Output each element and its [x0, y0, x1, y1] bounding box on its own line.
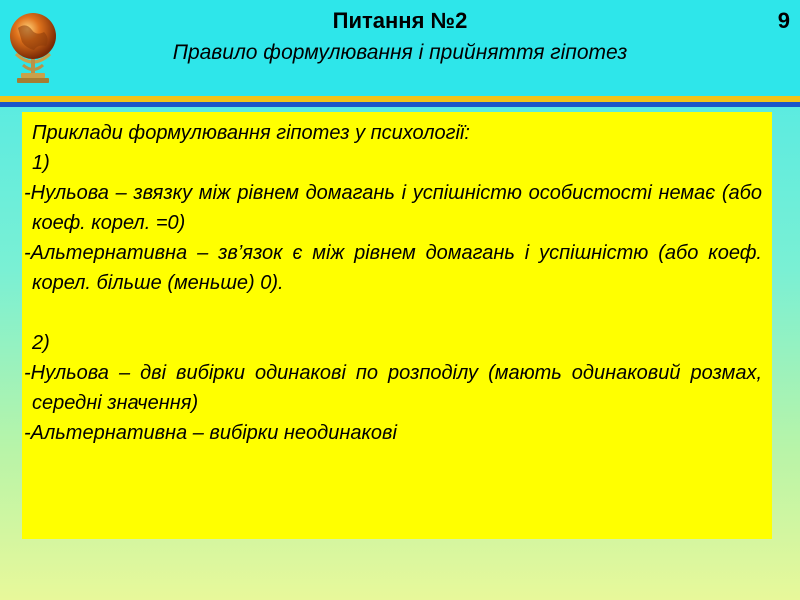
example-1-null-hypothesis: -Нульова – звязку між рівнем домагань і успішністю особистості немає (або коеф. корел. =0) — [24, 182, 762, 234]
example-2-alt-hypothesis: -Альтернативна – вибірки неодинакові — [24, 422, 397, 444]
content-heading: Приклади формулювання гіпотез у психології: — [32, 122, 470, 144]
example-1-label: 1) — [32, 152, 50, 174]
example-1-alt-hypothesis: -Альтернативна – зв’язок є між рівнем домагань і успішністю (або коеф. корел. більше (меньше) 0). — [24, 242, 762, 294]
slide-title: Питання №2 — [332, 8, 468, 33]
example-2-null-hypothesis: -Нульова – дві вибірки одинакові по розподілу (мають одинаковий розмах, середні значення) — [24, 362, 762, 414]
slide-subtitle: Правило формулювання і прийняття гіпотез — [172, 41, 628, 64]
globe-on-stand-icon — [6, 8, 60, 86]
example-2-label: 2) — [32, 332, 50, 354]
slide-header — [0, 0, 800, 96]
spacer — [24, 298, 762, 328]
blue-divider — [0, 102, 800, 107]
page-number: 9 — [777, 8, 790, 33]
content-box — [22, 112, 772, 539]
